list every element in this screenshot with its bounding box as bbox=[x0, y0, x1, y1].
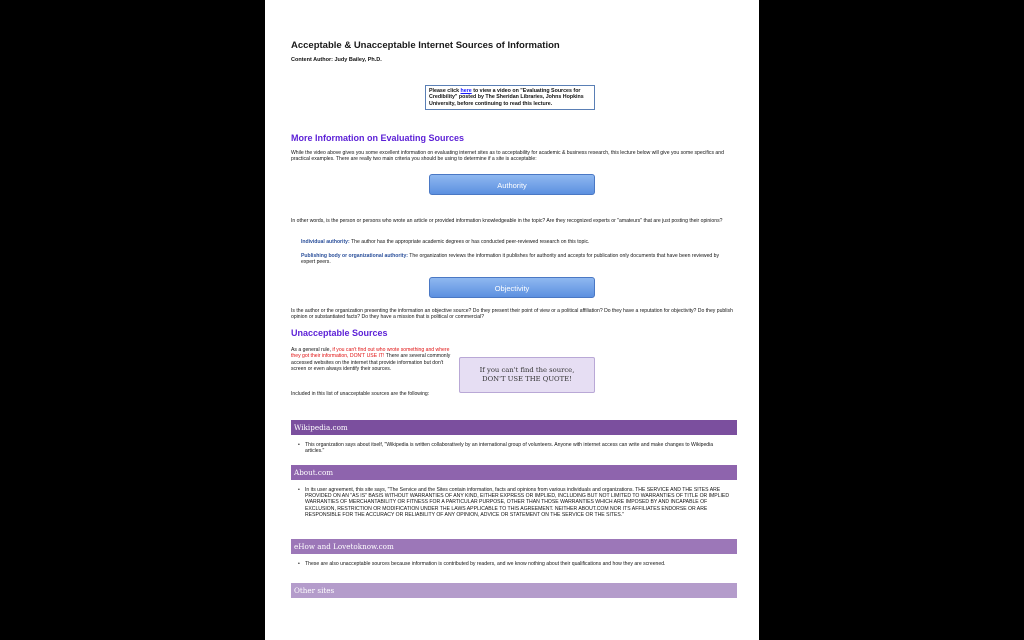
source-bar-about: About.com bbox=[291, 465, 737, 480]
notice-text-before: Please click bbox=[429, 88, 461, 94]
objectivity-button[interactable]: Objectivity bbox=[429, 277, 595, 298]
source-text-about: • In its user agreement, this site says, "The Service and the Sites contain information, facts and opinions from various individuals and organizations. THE SERVICE AND THE SITES ARE PROVIDED ON AN "AS IS" BASIS WITHOUT WARRANTIES OF ANY KIND, EITHER EXPRESS OR IMPLIED, INCLUDING BUT NOT LIMITED TO WARRANTIES OF TITLE OR IMPLIED WARRANTIES OF MERCHANTABILITY OR FITNESS FOR A PARTICULAR PURPOSE, OTHER THAN THOSE WARRANTIES WHICH ARE IMPOSED BY AND INCAPABLE OF EXCLUSION, RESTRICTION OR MODIFICATION UNDER THE LAWS APPLICABLE TO THIS AGREEMENT. NEITHER ABOUT.COM NOR ITS AFFILIATES ENDORSE OR ARE RESPONSIBLE FOR THE ACCURACY OR RELIABILITY OF ANY OPINION, ADVICE OR STATEMENT ON THE SERVICE OR THE SITES." bbox=[305, 487, 733, 518]
document-page bbox=[265, 0, 759, 640]
authority-question: In other words, is the person or persons who wrote an article or provided information knowledgeable in the topic? Are they recognized experts or "amateurs" that are just posting their opinions? bbox=[291, 218, 723, 224]
included-list-intro: Included in this list of unacceptable sources are the following: bbox=[291, 391, 430, 397]
content-author: Content Author: Judy Bailey, Ph.D. bbox=[291, 57, 382, 63]
source-quote-callout bbox=[459, 357, 595, 393]
individual-authority bbox=[301, 239, 729, 245]
source-text-wikipedia: • This organization says about itself, "Wikipedia is written collaboratively by an international group of volunteers. Anyone with internet access can write and make changes to Wikipedia articles." bbox=[305, 442, 733, 454]
unacceptable-heading: Unacceptable Sources bbox=[291, 328, 388, 338]
organizational-authority-text: The organization reviews the information it publishes for authority and accepts for publication only documents that have been reviewed by expert peers. bbox=[301, 253, 720, 266]
video-notice-box bbox=[425, 85, 595, 110]
source-bar-other: Other sites bbox=[291, 583, 737, 598]
more-info-intro: While the video above gives you some excellent information on evaluating internet sites as to acceptability for academic & business research, this lecture below will give you some specifics and practical examples. There are really two main criteria you should be using to determine if a site is acceptable: bbox=[291, 150, 724, 163]
general-rule-warning: if you can't find out who wrote something and where they got their information, DON'T USE IT! bbox=[291, 347, 450, 360]
individual-authority-term: Individual authority: bbox=[301, 239, 350, 245]
source-text-ehow: • These are also unacceptable sources because information is contributed by readers, and we know nothing about their qualifications and how they are screened. bbox=[305, 561, 733, 567]
general-rule-prefix: As a general rule, bbox=[291, 347, 333, 353]
organizational-authority-term: Publishing body or organizational authority: bbox=[301, 253, 408, 259]
quote-line-1: If you can't find the source, bbox=[479, 366, 575, 374]
source-bar-wikipedia: Wikipedia.com bbox=[291, 420, 737, 435]
authority-button[interactable]: Authority bbox=[429, 174, 595, 195]
quote-line-2: DON'T USE THE QUOTE! bbox=[482, 375, 572, 383]
more-info-heading: More Information on Evaluating Sources bbox=[291, 133, 465, 143]
general-rule-suffix: There are several commonly accessed websites on the internet that provide information but don't screen or even always identify their sources. bbox=[291, 353, 451, 373]
objectivity-question: Is the author or the organization presenting the information an objective source? Do they present their point of view or a political affiliation? Do they have a reputation for objectivity? Do they publish opinion or substantiated facts? Do they have a mission that is political or commercial? bbox=[291, 308, 733, 321]
general-rule bbox=[291, 347, 453, 373]
video-link[interactable]: here bbox=[460, 88, 472, 94]
organizational-authority bbox=[301, 253, 729, 266]
notice-text-after: to view a video on "Evaluating Sources for Credibility" posted by The Sheridan Libraries, Johns Hopkins University, before continuing to read this lecture. bbox=[429, 88, 584, 107]
individual-authority-text: The author has the appropriate academic degrees or has conducted peer-reviewed research on this topic. bbox=[349, 239, 590, 245]
page-title: Acceptable & Unacceptable Internet Sources of Information bbox=[291, 40, 560, 51]
source-bar-ehow: eHow and Lovetoknow.com bbox=[291, 539, 737, 554]
